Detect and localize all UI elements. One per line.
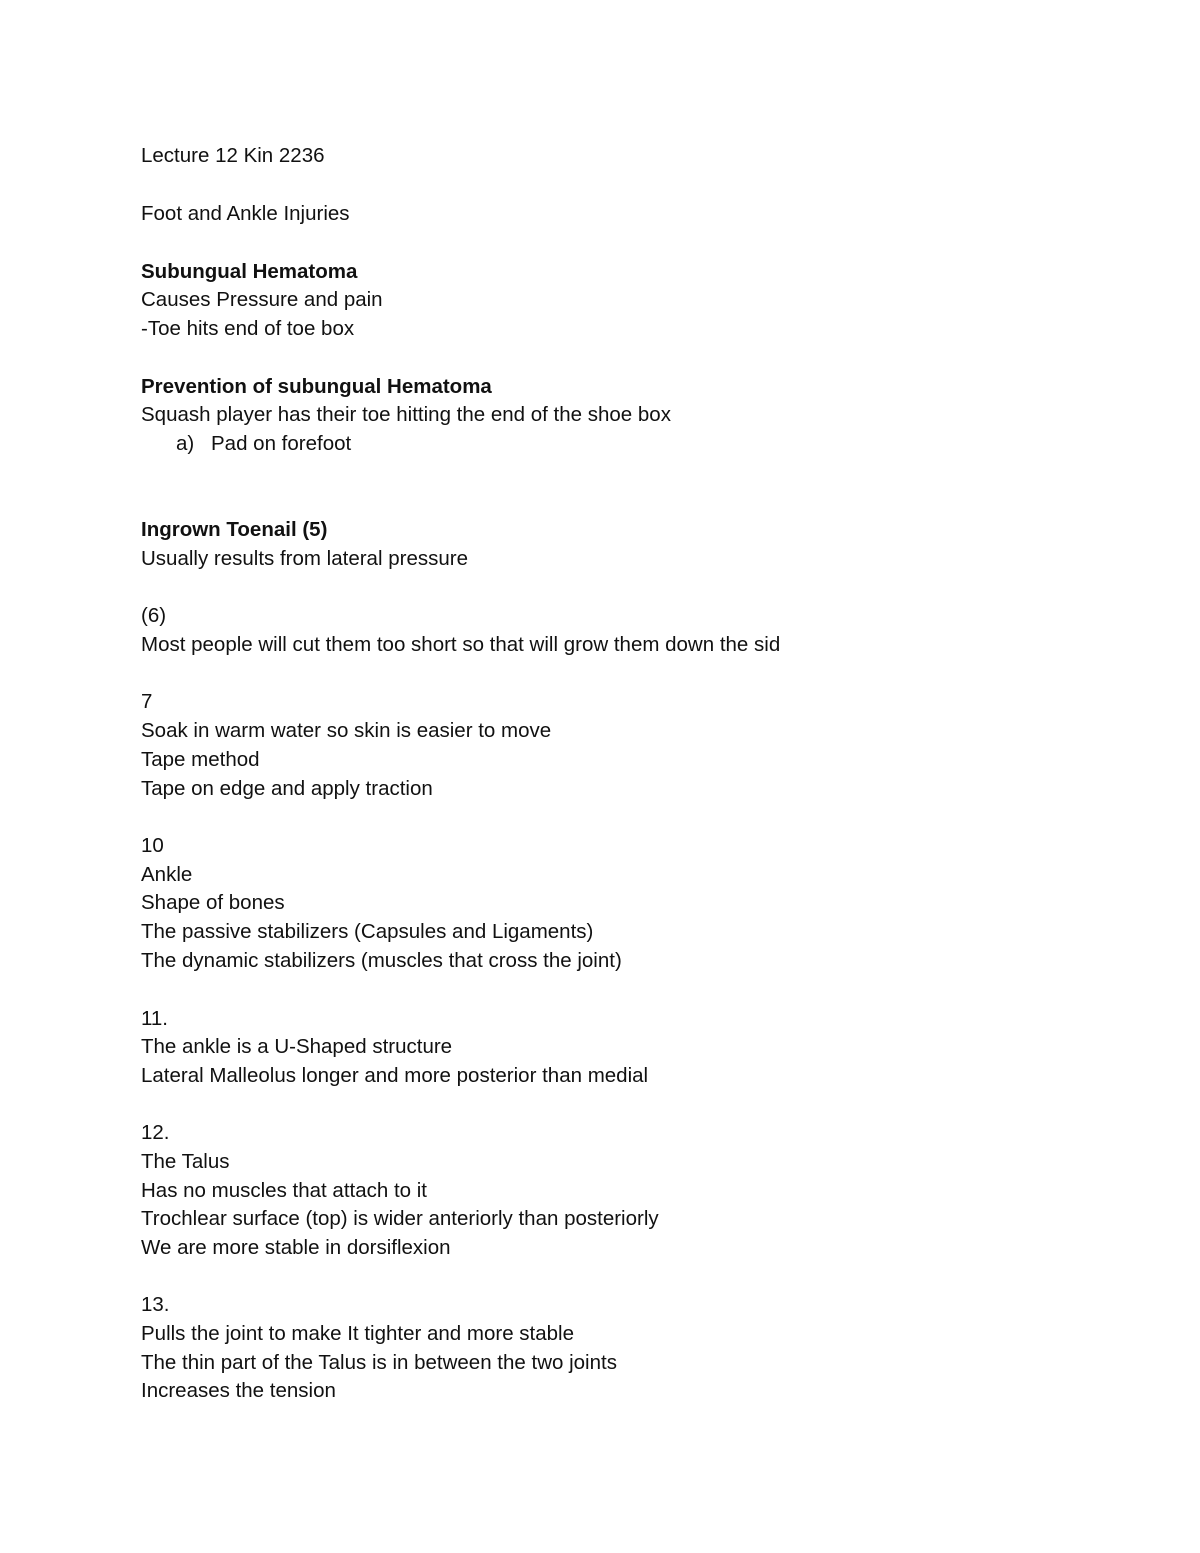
list-marker: a) bbox=[176, 432, 195, 455]
section-12-line-3: Trochlear surface (top) is wider anteriorly than posteriorly bbox=[141, 1207, 659, 1230]
subungual-heading: Subungual Hematoma bbox=[141, 260, 358, 283]
topic-title: Foot and Ankle Injuries bbox=[141, 202, 350, 225]
prevention-heading: Prevention of subungual Hematoma bbox=[141, 375, 492, 398]
lecture-title: Lecture 12 Kin 2236 bbox=[141, 144, 325, 167]
section-12-line-1: The Talus bbox=[141, 1150, 230, 1173]
section-13-line-3: Increases the tension bbox=[141, 1379, 336, 1402]
subungual-line-1: Causes Pressure and pain bbox=[141, 288, 383, 311]
prevention-line: Squash player has their toe hitting the end of the shoe box bbox=[141, 403, 671, 426]
section-12-line-4: We are more stable in dorsiflexion bbox=[141, 1236, 451, 1259]
section-6-line: Most people will cut them too short so that will grow them down the sid bbox=[141, 633, 781, 656]
section-12-line-2: Has no muscles that attach to it bbox=[141, 1179, 427, 1202]
section-10-line-4: The dynamic stabilizers (muscles that cross the joint) bbox=[141, 949, 622, 972]
section-10-line-3: The passive stabilizers (Capsules and Ligaments) bbox=[141, 920, 594, 943]
section-7-line-2: Tape method bbox=[141, 748, 260, 771]
section-13-line-1: Pulls the joint to make It tighter and more stable bbox=[141, 1322, 575, 1345]
section-7-line-3: Tape on edge and apply traction bbox=[141, 777, 433, 800]
list-item-text: Pad on forefoot bbox=[211, 432, 352, 455]
section-13-number: 13. bbox=[141, 1293, 170, 1316]
subungual-line-2: -Toe hits end of toe box bbox=[141, 317, 355, 340]
section-7-number: 7 bbox=[141, 690, 153, 713]
section-6-number: (6) bbox=[141, 604, 167, 627]
section-10-line-2: Shape of bones bbox=[141, 891, 285, 914]
section-11-line-2: Lateral Malleolus longer and more posterior than medial bbox=[141, 1064, 649, 1087]
section-11-number: 11. bbox=[141, 1007, 168, 1030]
section-12-number: 12. bbox=[141, 1121, 170, 1144]
ingrown-heading: Ingrown Toenail (5) bbox=[141, 518, 328, 541]
section-10-line-1: Ankle bbox=[141, 863, 193, 886]
section-7-line-1: Soak in warm water so skin is easier to move bbox=[141, 719, 552, 742]
section-10-number: 10 bbox=[141, 834, 164, 857]
section-11-line-1: The ankle is a U-Shaped structure bbox=[141, 1035, 453, 1058]
section-13-line-2: The thin part of the Talus is in between the two joints bbox=[141, 1351, 617, 1374]
ingrown-line: Usually results from lateral pressure bbox=[141, 547, 468, 570]
